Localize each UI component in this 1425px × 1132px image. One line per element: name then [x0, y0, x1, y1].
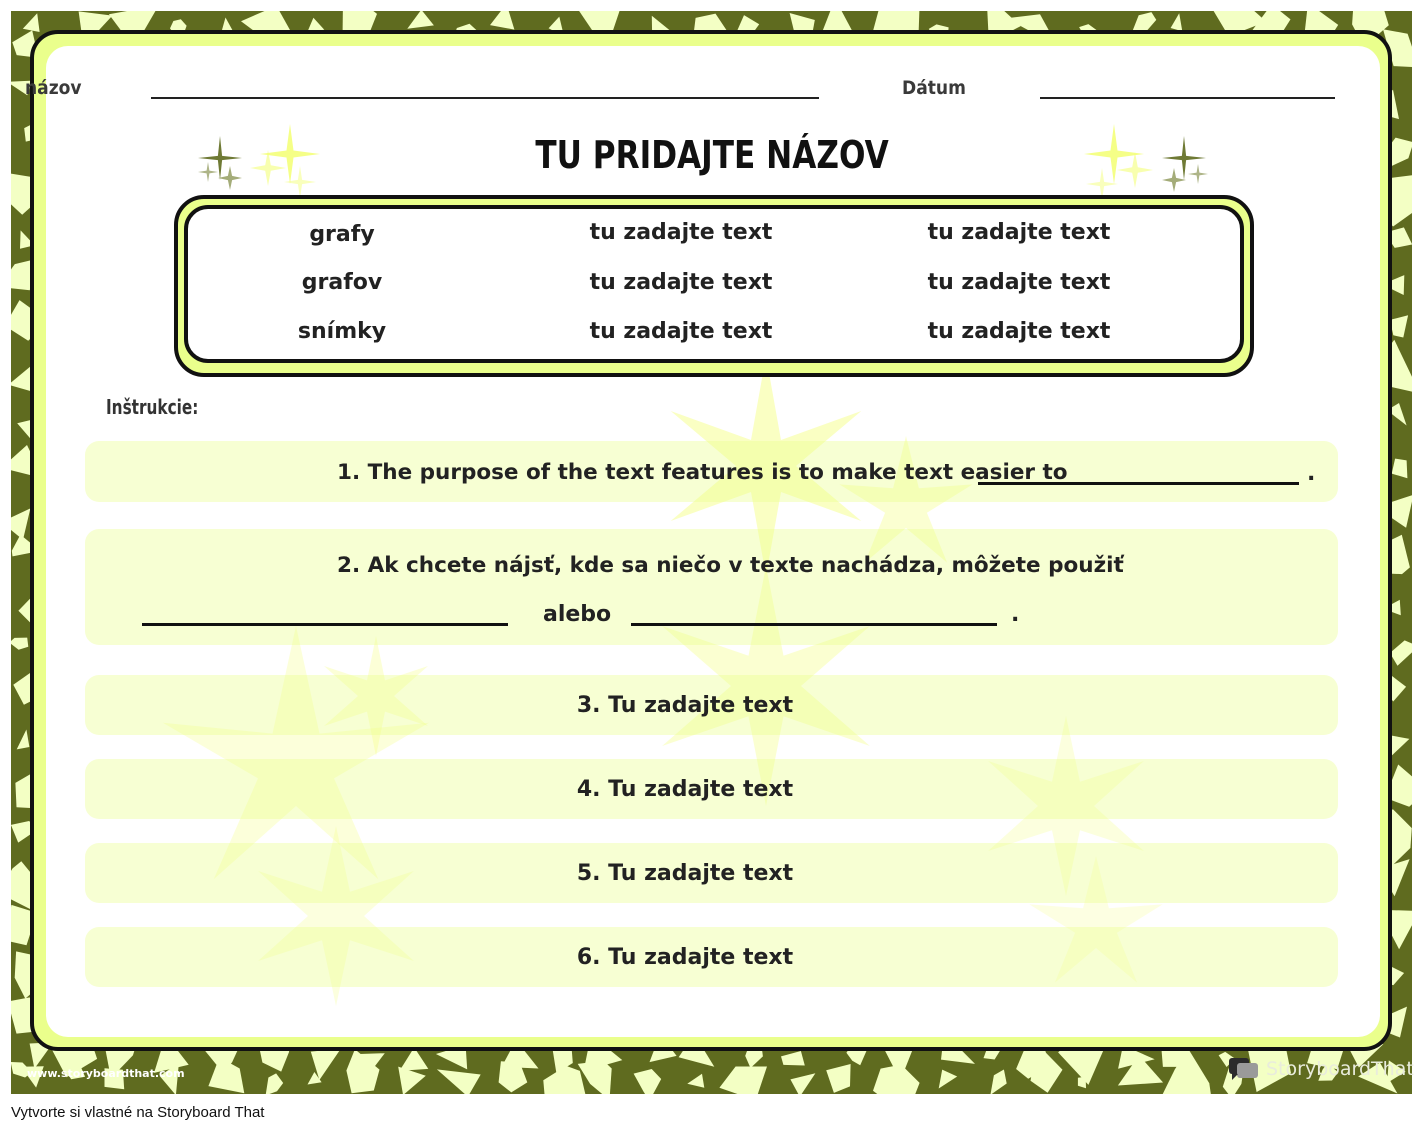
question-1-period: .	[1307, 461, 1316, 486]
date-line[interactable]	[1040, 97, 1335, 99]
name-label: názov	[25, 77, 82, 99]
shard	[437, 1069, 481, 1094]
shard	[11, 638, 28, 650]
shard	[266, 1073, 284, 1094]
question-4-text[interactable]: 4. Tu zadajte text	[576, 777, 794, 802]
star-icon	[163, 626, 429, 879]
brand-name: StoryboardThat	[1266, 1058, 1414, 1080]
shard	[939, 1070, 958, 1089]
question-1-text[interactable]: 1. The purpose of the text features is to make text easier to	[337, 460, 1068, 485]
question-2-period: .	[1011, 602, 1020, 627]
word-bank-cell[interactable]: tu zadajte text	[589, 270, 773, 295]
answer-line-2a[interactable]	[142, 623, 508, 626]
question-6-text[interactable]: 6. Tu zadajte text	[576, 945, 794, 970]
page-title[interactable]: TU PRIDAJTE NÁZOV	[535, 133, 889, 177]
instructions-label: Inštrukcie:	[106, 395, 199, 419]
shard	[990, 1070, 1006, 1095]
footer-caption[interactable]: Vytvorte si vlastné na Storyboard That	[11, 1104, 265, 1121]
shard	[23, 13, 40, 32]
shard	[1390, 315, 1408, 337]
shard	[781, 1051, 805, 1066]
shard	[407, 11, 434, 29]
question-3-text[interactable]: 3. Tu zadajte text	[576, 693, 794, 718]
shard	[490, 11, 514, 30]
word-bank-cell[interactable]: grafov	[301, 270, 383, 295]
word-bank-cell[interactable]: tu zadajte text	[927, 319, 1111, 344]
word-bank-cell[interactable]: tu zadajte text	[927, 220, 1111, 245]
date-label: Dátum	[902, 77, 966, 99]
shard	[1392, 459, 1408, 479]
site-url[interactable]: www.storyboardthat.com	[27, 1067, 185, 1080]
question-box-2	[85, 529, 1338, 645]
shard	[1162, 1049, 1190, 1067]
answer-line-2b[interactable]	[631, 623, 997, 626]
name-line[interactable]	[151, 97, 819, 99]
shard	[790, 1073, 815, 1094]
shard	[826, 1064, 850, 1093]
word-bank-cell[interactable]: grafy	[309, 222, 375, 247]
shard	[1171, 13, 1183, 31]
word-bank-cell[interactable]: snímky	[297, 319, 387, 344]
speech-bubble-icon	[1228, 1056, 1260, 1082]
shard	[719, 1067, 767, 1095]
shard	[687, 1074, 704, 1088]
shard	[634, 1069, 662, 1094]
shard	[543, 1066, 587, 1094]
question-5-text[interactable]: 5. Tu zadajte text	[576, 861, 794, 886]
brand-logo[interactable]	[1228, 1055, 1414, 1083]
shard	[17, 730, 30, 750]
question-2-or: alebo	[543, 602, 612, 627]
shard	[398, 1067, 426, 1094]
question-2-text[interactable]: 2. Ak chcete nájsť, kde sa niečo v texte nachádza, môžete použiť	[337, 553, 1124, 578]
shard	[343, 11, 377, 32]
shard	[1390, 640, 1412, 665]
word-bank-cell[interactable]: tu zadajte text	[927, 270, 1111, 295]
word-bank-cell[interactable]: tu zadajte text	[589, 220, 773, 245]
answer-line-1[interactable]	[978, 482, 1299, 485]
word-bank-cell[interactable]: tu zadajte text	[589, 319, 773, 344]
